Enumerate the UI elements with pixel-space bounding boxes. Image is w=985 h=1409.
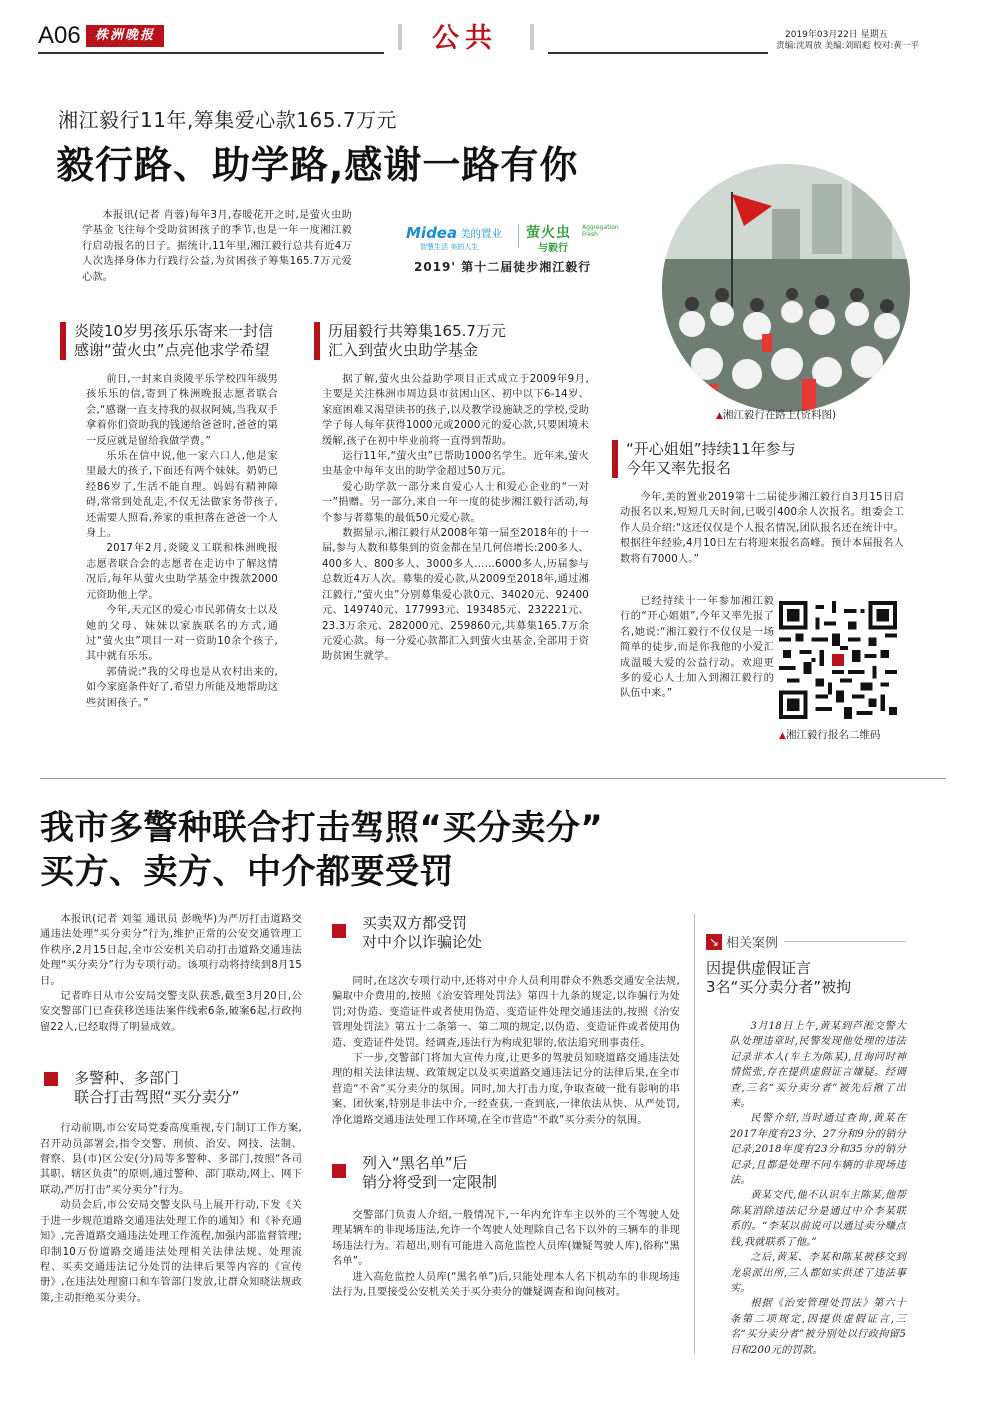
paragraph: 据了解,萤火虫公益助学项目正式成立于2009年9月,主要是关注株洲市周边县市贫困山区、初中以下6-14岁、家庭困难又渴望读书的孩子,以及教学设施缺乏的学校,受助学子每人每年获得1000元或2000元的爱心款,只要困境未缓解,孩子在初中毕业前将一直得到帮助。 — [322, 374, 589, 447]
paragraph: 记者昨日从市公安局交警支队获悉,截至3月20日,公安交警部门已查获移送违法案件线索6条,破案6起,行政拘留22人,已经取得了明显成效。 — [40, 991, 302, 1033]
midea-logo: Midea — [406, 224, 458, 242]
triangle-icon: ▲ — [716, 411, 723, 421]
related-case-sidebar — [706, 932, 906, 1358]
story1-kicker: 湘江毅行11年,筹集爱心款165.7万元 — [58, 108, 398, 132]
issue-date: 2019年03月22日 星期五 — [785, 30, 888, 40]
triangle-icon: ▲ — [779, 731, 786, 741]
section-name: 公共 — [432, 23, 498, 54]
paragraph: 已经持续十一年参加湘江毅行的“开心姐姐”,今年又率先报了名,她说:“湘江毅行不仅仅是一场简单的徒步,而是你我他的小爱汇成温暖大爱的公益行动。欢迎更多的爱心人士加入到湘江毅行的队伍中来。” — [620, 596, 774, 700]
col3-subhead: “开心姐姐”持续11年参与 今年又率先报名 — [612, 440, 904, 478]
story1-col3 — [612, 440, 904, 567]
paragraph: 3月18日上午,黄某到芦淞交警大队处理违章时,民警发现他处理的违法记录非本人(车主为陈某),且询问时神情慌张,存在提供虚假证言嫌疑。经调查,三名“买分卖分者”被先后揪了出来。 — [730, 1021, 906, 1110]
paragraph: 今年,美的置业2019第十二届徒步湘江毅行自3月15日启动报名以来,短短几天时间,已吸引400余人次报名。组委会工作人员介绍:“这还仅仅是个人报名情况,团队报名还在统计中。根据往年经验,4月10日左右将迎来报名高峰。预计本届报名人数将有7000人。” — [620, 492, 904, 565]
paragraph: 数据显示,湘江毅行从2008年第一届至2018年的十一届,参与人数和募集到的资金都在呈几何倍增长:200多人、400多人、800多人、3000多人……6000多人,历届参与总数近4万人次。募集的爱心款,从2009至2018年,通过湘江毅行,“萤火虫”分别募集爱心款0元、34020元、92400元、149740元、177993元、193485元、232221元、23.3万余元、282000元、259860元,共募集165.7万余元爱心款。每一分爱心款都汇入到萤火虫基金,全部用于资助贫困生就学。 — [322, 528, 589, 663]
paragraph: 民警介绍,当时通过查询,黄某在2017年度有23分、27分和9分的销分记录,2018年度有23分和35分的销分记录,且都是处理不同车辆的非现场违法。 — [730, 1113, 906, 1187]
paragraph: 本报讯(记者 刘玺 通讯员 彭晚华)为严厉打击道路交通违法处理“买分卖分”行为,维护正常的公安交通管理工作秩序,2月15日起,全市公安机关启动打击道路交通违法处理“买分卖分”行为专项行动。该项行动将持续到8月15日。 — [40, 914, 302, 987]
masthead — [0, 0, 985, 60]
col1-subhead: 炎陵10岁男孩乐乐寄来一封信 感谢“萤火虫”点亮他求学希望 — [60, 322, 280, 360]
firefly-logo-sub: 与毅行 — [538, 243, 568, 254]
paper-logo: 株洲晚报 — [86, 25, 164, 47]
story1-col1 — [60, 322, 280, 711]
story2-col2-subhead2: 列入“黑名单”后 销分将受到一定限制 — [332, 1154, 680, 1192]
paragraph: 今年,天元区的爱心市民郭倩女士以及她的父母、妹妹以家族联名的方式,通过“萤火虫”项目一对一资助10余个孩子,其中就有乐乐。 — [86, 605, 278, 663]
firefly-logo: 萤火虫 — [526, 225, 571, 241]
brand-name: 美的置业 — [460, 228, 502, 240]
story1-lead — [82, 208, 352, 285]
story2-col2-subhead1: 买卖双方都受罚 对中介以诈骗论处 — [332, 914, 680, 952]
red-square-icon — [332, 924, 346, 938]
paragraph: 黄某交代,他不认识车主陈某,他帮陈某消除违法记分是通过中介李某联系的。“李某以前说可以通过卖分赚点钱,我就联系了他。” — [730, 1190, 906, 1248]
photo-illustration — [662, 164, 910, 412]
photo-caption: ▲湘江毅行在路上(资料图) — [716, 409, 837, 421]
event-name: 2019' 第十二届徒步湘江毅行 — [414, 260, 592, 274]
story2-headline-line1: 我市多警种联合打击驾照“买分卖分” — [40, 808, 604, 848]
story2-headline — [40, 806, 603, 894]
qr-caption: ▲湘江毅行报名二维码 — [779, 729, 881, 741]
paragraph: 行动前期,市公安局党委高度重视,专门制订工作方案,召开动员部署会,指令交警、刑侦、治安、网技、法制、督察、县(市)区公安(分)局等多警种、多部门,按照“各司其职、辖区负责”的原则,通过警种、部门联动,网上、网下联动,严厉打击“买分卖分”行为。 — [40, 1123, 302, 1196]
qr-code[interactable] — [779, 601, 897, 719]
qr-code-icon — [779, 601, 897, 719]
paragraph: 下一步,交警部门将加大宣传力度,让更多的驾驶员知晓道路交通违法处理的相关法律法规、政策规定以及买卖道路交通违法记分的法律后果,在全市营造“不舍”买分卖分的氛围。同时,加大打击力度,争取查破一批有影响的串案、团伙案,特别是非法中介,一经查获,一查到底,一律依法从快、从严处罚,净化道路交通违法处理工作环境,在全市营造“不敢”买分卖分的氛围。 — [332, 1053, 680, 1126]
paragraph: 运行11年,“萤火虫”已帮助1000名学生。近年来,萤火虫基金中每年支出的助学金超过50万元。 — [322, 451, 589, 478]
paragraph: 交警部门负责人介绍,一般情况下,一年内允许车主以外的三个驾驶人处理某辆车的非现场违法,允许一个驾驶人处理除自己名下以外的三辆车的非现场违法行为。若超出,则有可能进入高危监控人员库(嫌疑驾驶人库),俗称“黑名单”。 — [332, 1210, 680, 1268]
event-logo — [404, 220, 640, 280]
red-square-icon — [44, 1072, 58, 1086]
red-square-icon — [332, 1164, 346, 1178]
story2-headline-line2: 买方、卖方、中介都要受罚 — [40, 852, 454, 892]
brand-slogan: 智慧生活 美的人生 — [420, 243, 479, 251]
paragraph: 爱心助学款一部分来自爱心人士和爱心企业的“一对一”捐赠。另一部分,来自一年一度的徒步湘江毅行活动,每个参与者募集的最低50元爱心款。 — [322, 481, 589, 524]
col3-para2 — [620, 594, 774, 702]
related-case-label: ↘ 相关案例 — [706, 932, 906, 951]
editors-line: 责编:沈周放 美编:刘昭彪 校对:黄一平 — [776, 41, 920, 51]
paragraph: 根据《治安管理处罚法》第六十条第二项规定,因提供虚假证言,三名“买分卖分者”被分别处以行政拘留5日和200元的罚款。 — [730, 1298, 906, 1356]
paragraph: 乐乐在信中说,他一家六口人,他是家里最大的孩子,下面还有两个妹妹。奶奶已经86岁了,生活不能自理。妈妈有精神障碍,常常到处乱走,不仅无法做家务带孩子,还需要人照看,养家的重担落在爸爸一个人身上。 — [86, 451, 278, 540]
story1-headline: 毅行路、助学路,感谢一路有你 — [56, 143, 579, 187]
photo-walkers — [662, 164, 910, 412]
paragraph: 之后,黄某、李某和陈某被移交到龙泉派出所,三人都如实供述了违法事实。 — [730, 1252, 906, 1294]
story2-col1 — [40, 912, 302, 1306]
related-case-title: 因提供虚假证言 3名“买分卖分者”被拘 — [706, 959, 852, 996]
paragraph: 同时,在这次专项行动中,还将对中介人员利用群众不熟悉交通安全法规,骗取中介费用的,按照《治安管理处罚法》第四十九条的规定,以诈骗行为处罚;对伪造、变造证件或者使用伪造、变造证件处理交通违法的,按照《治安管理处罚法》第五十二条第一、第二项的规定,以伪造、变造证件或者使用伪造、变造证件处罚。经调查,违法行为构成犯罪的,依法追究刑事责任。 — [332, 976, 680, 1049]
lead-paragraph: 本报讯(记者 肖蓉)每年3月,春暖花开之时,是萤火虫助学基金飞往每个受助贫困孩子的季节,也是一年一度湘江毅行启动报名的日子。据统计,11年里,湘江毅行总共有近4万人次选择身体力行践行公益,为贫困孩子筹集165.7万元爱心款。 — [82, 210, 352, 283]
paragraph: 进入高危监控人员库(“黑名单”)后,只能处理本人名下机动车的非现场违法行为,且要接受公安机关关于买分卖分的嫌疑调查和询问核对。 — [332, 1271, 680, 1299]
story2-col2 — [318, 914, 680, 1301]
paragraph: 2017年2月,炎陵义工联和株洲晚报志愿者联合会的志愿者在走访中了解这情况后,每年从萤火虫助学基金中拨款2000元资助他上学。 — [86, 543, 278, 601]
paragraph: 郭倩说:“我的父母也是从农村出来的,如今家庭条件好了,希望力所能及地帮助这些贫困孩子。” — [86, 666, 278, 709]
arrow-icon: ↘ — [706, 934, 722, 950]
col2-subhead: 历届毅行共筹集165.7万元 汇入到萤火虫助学基金 — [314, 322, 589, 360]
page-number: A06 — [38, 22, 81, 49]
firefly-logo-en: Aggregation Fresh — [582, 224, 619, 238]
paragraph: 前日,一封来自炎陵平乐学校四年级男孩乐乐的信,寄到了株洲晚报志愿者联合会,“感谢一直支持我的叔叔阿姨,当我双手拿着你们资助我的钱递给爸爸时,爸爸的第一反应就是留给我做学费。” — [86, 374, 278, 447]
paragraph: 动员会后,市公安局交警支队马上展开行动,下发《关于进一步规范道路交通违法处理工作的通知》和《补充通知》,完善道路交通违法处理工作流程,加强内部监督管理;印制10万份道路交通违法处理相关法律法规、处理流程、买卖交通违法记分处罚的法律后果等内容的《宣传册》,在违法处理窗口和车管部门发放,让群众知晓法规政策,主动拒绝买分卖分。 — [40, 1200, 302, 1304]
story2-col1-subhead: 多警种、多部门 联合打击驾照“买分卖分” — [44, 1069, 302, 1107]
story1-col2 — [314, 322, 589, 665]
